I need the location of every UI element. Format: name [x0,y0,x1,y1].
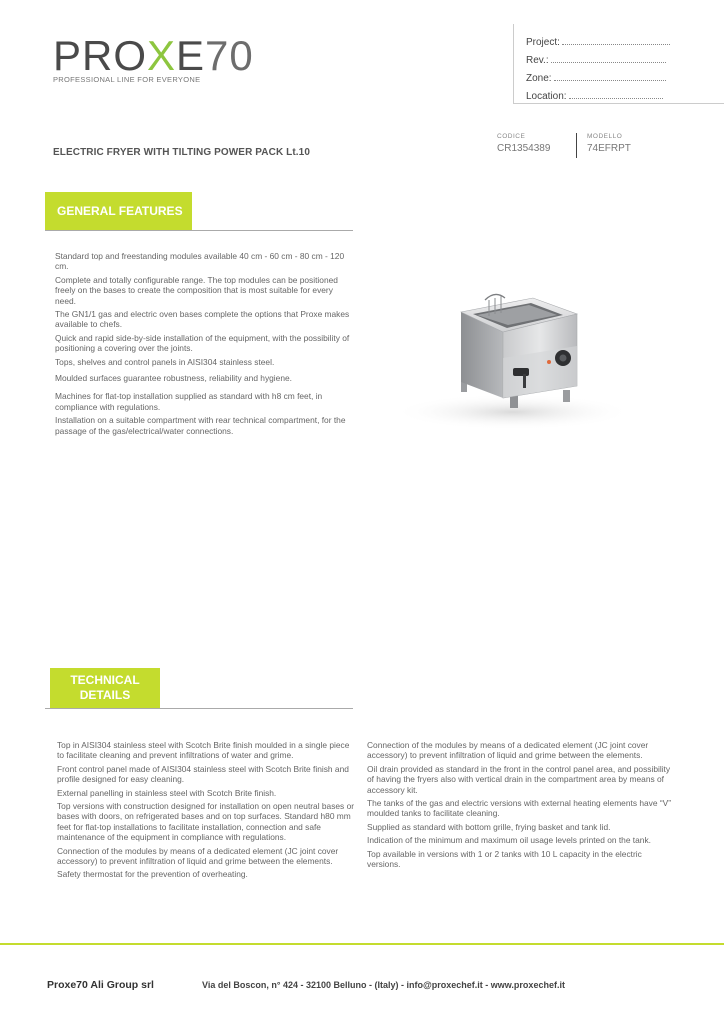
footer-divider [0,943,724,945]
footer-company-name: Proxe70 Ali Group srl [47,979,154,991]
logo-tagline: PROFESSIONAL LINE FOR EVERYONE [53,75,201,84]
zone-blank [554,80,666,81]
general-feature-item: Complete and totally configurable range. The top modules can be positioned freely on the bases to create the composition that is most suitable for every need. [55,274,338,306]
technical-item: Connection of the modules by means of a dedicated element (JC joint cover accessory) to prevent infiltration of liquid and grime between the elements. [57,845,339,867]
project-blank [562,44,670,45]
zone-label: Zone: [526,73,552,84]
technical-details-left-column [57,740,357,883]
technical-item: Connection of the modules by means of a dedicated element (JC joint cover accessory) to prevent infiltration of liquid and grime between the elements. [367,740,649,761]
code-block [497,133,550,154]
code-label: CODICE [497,133,526,140]
technical-item: Top available in versions with 1 or 2 tanks with 10 L capacity in the electric versions. [367,848,642,870]
general-feature-item: Quick and rapid side-by-side installation of the equipment, with the possibility of positioning a covering over the joints. [55,332,350,354]
technical-item: Oil drain provided as standard in the front in the control panel area, and possibility of having the fryers also with vertical drain in the compartment area by means of accessory kit. [367,763,671,795]
technical-heading-line1: TECHNICAL [70,673,140,687]
model-value: 74EFRPT [587,143,631,154]
general-feature-item: The GN1/1 gas and electric oven bases complete the options that Proxe makes available to chefs. [55,309,350,330]
code-model-separator [576,133,577,158]
general-feature-item: Installation on a suitable compartment with rear technical compartment, for the passage of the gas/electrical/water connections. [55,415,346,436]
general-feature-item: Tops, shelves and control panels in AISI304 stainless steel. [55,356,275,367]
rev-field [526,48,724,66]
model-label: MODELLO [587,133,623,140]
code-value: CR1354389 [497,143,551,154]
fryer-product-image [363,240,676,460]
rev-label: Rev.: [526,55,549,66]
general-features-list [55,251,355,439]
technical-item: Front control panel made of AISI304 stainless steel with Scotch Brite finish and profile designed for easy cleaning. [57,763,349,785]
model-block [587,133,631,154]
technical-item: Safety thermostat for the prevention of overheating. [57,869,248,880]
company-logo [53,32,254,85]
technical-item: External panelling in stainless steel with Scotch Brite finish. [57,787,277,798]
technical-item: Indication of the minimum and maximum oil usage levels printed on the tank. [367,835,651,846]
technical-details-heading [50,668,160,708]
technical-item: Top in AISI304 stainless steel with Scotch Brite finish moulded in a single piece to facilitate cleaning and prevent infiltrations of water and grime. [57,740,350,761]
technical-item: Supplied as standard with bottom grille, frying basket and tank lid. [367,821,611,832]
footer-address: Via del Boscon, n° 424 - 32100 Belluno - (Italy) - info@proxechef.it - www.proxechef.it [202,980,565,990]
technical-heading-line2: DETAILS [79,688,131,702]
general-divider [45,230,353,231]
general-feature-item: Machines for flat-top installation supplied as standard with h8 cm feet, in compliance with regulations. [55,391,323,412]
logo-wordmark: PROXE70 [53,32,254,79]
rev-blank [551,62,666,63]
technical-item: The tanks of the gas and electric versions with external heating elements have “V” moulded tanks to facilitate cleaning. [367,798,671,819]
project-info-box [513,24,724,104]
product-title: ELECTRIC FRYER WITH TILTING POWER PACK Lt.10 [53,147,310,158]
project-field [526,30,724,48]
project-label: Project: [526,37,560,48]
location-field [526,84,724,102]
zone-field [526,66,724,84]
technical-details-right-column [367,740,675,872]
general-feature-item: Standard top and freestanding modules available 40 cm - 60 cm - 80 cm - 120 cm. [55,251,345,272]
technical-item: Top versions with construction designed for installation on open neutral bases or bases with doors, on refrigerated bases and on top surfaces. Standard h80 mm feet for flat-top installations to facilitate installation, connection and safe maintenance of the equipment in compliance with regulations. [57,801,355,843]
location-blank [569,98,663,99]
general-features-heading: GENERAL FEATURES [45,192,192,230]
location-label: Location: [526,91,567,102]
technical-divider [45,708,353,709]
general-feature-item: Moulded surfaces guarantee robustness, reliability and hygiene. [55,373,292,384]
